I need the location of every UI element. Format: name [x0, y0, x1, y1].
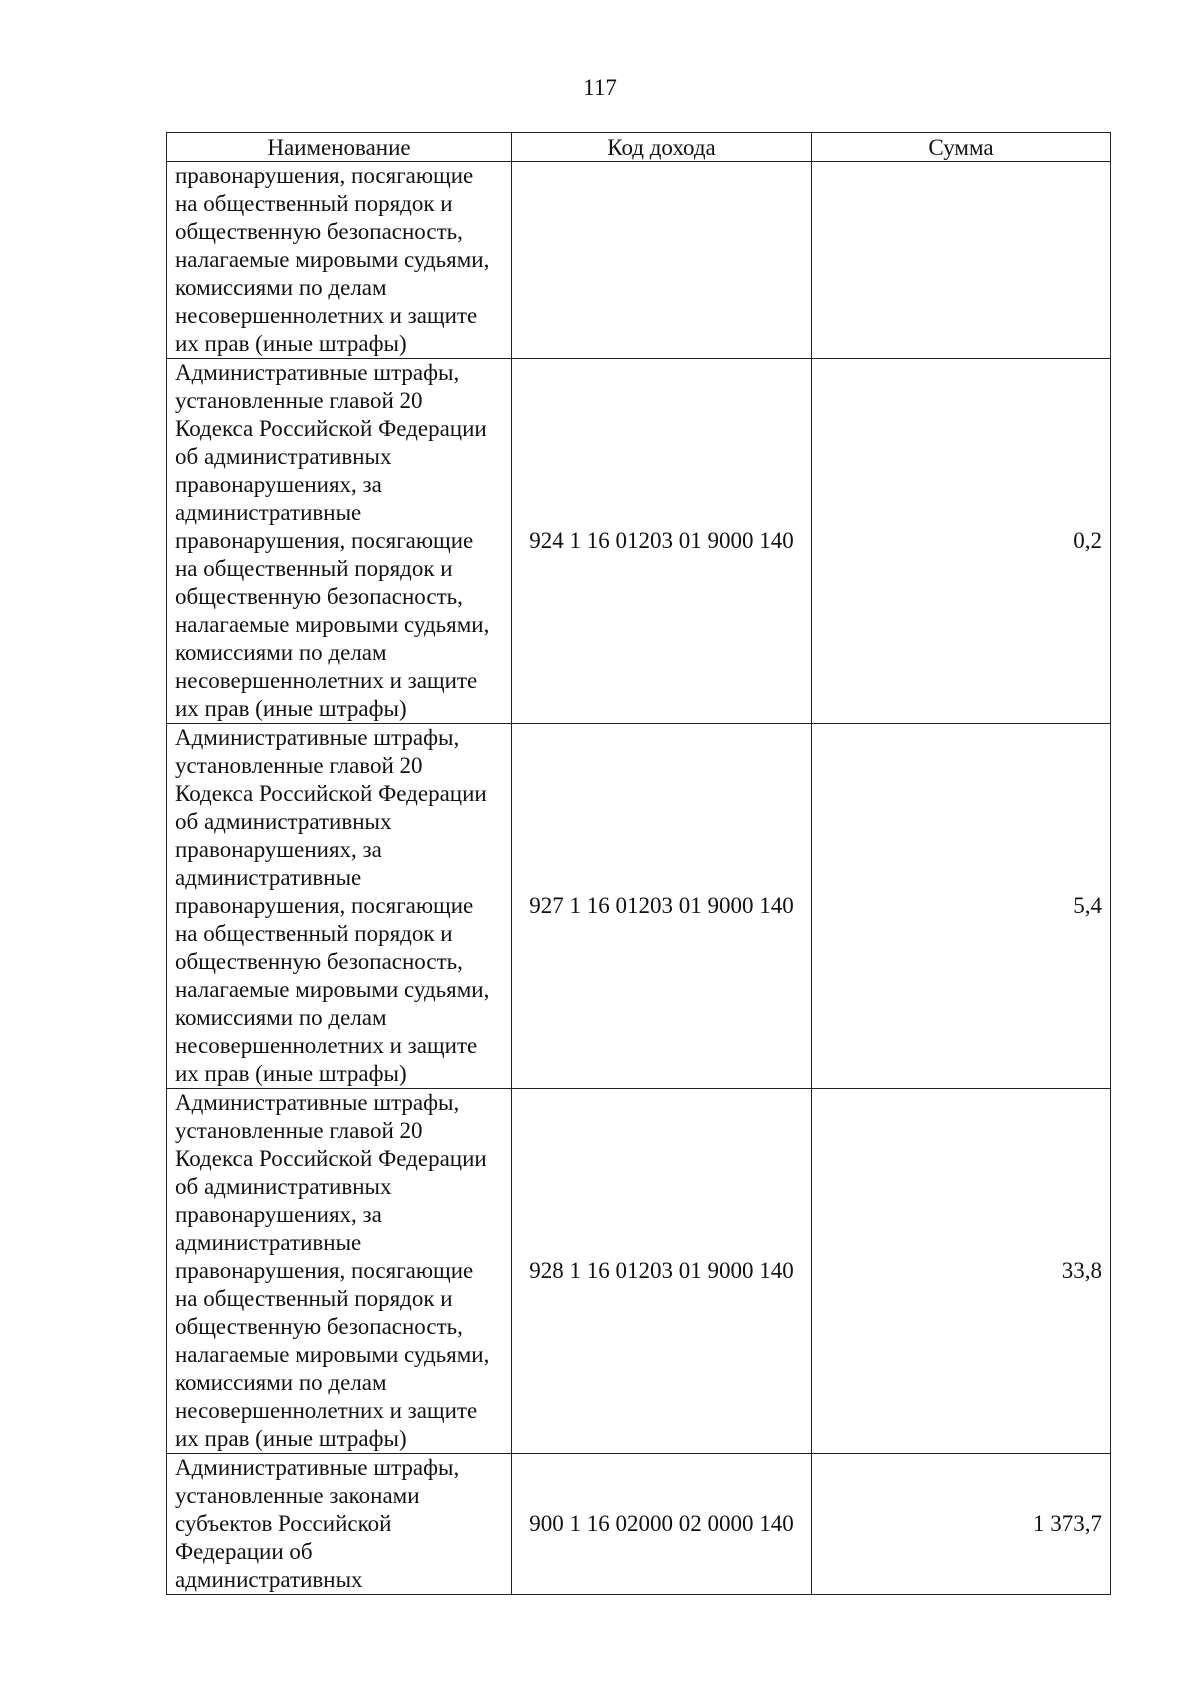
table-row — [167, 162, 1111, 359]
table-header-row — [167, 133, 1111, 162]
column-header-code: Код дохода — [512, 133, 812, 162]
row-sum-cell: 33,8 — [812, 1089, 1111, 1454]
table-row — [167, 1089, 1111, 1454]
table-row — [167, 1454, 1111, 1595]
table-row — [167, 724, 1111, 1089]
row-code-cell: 928 1 16 01203 01 9000 140 — [512, 1089, 812, 1454]
revenue-table — [166, 132, 1111, 1595]
row-name-cell: Административные штрафы, установленные законами субъектов Российской Федерации об административных — [167, 1454, 512, 1595]
table-row — [167, 359, 1111, 724]
column-header-name: Наименование — [167, 133, 512, 162]
row-name-cell: Административные штрафы, установленные главой 20 Кодекса Российской Федерации об административных правонарушениях, за административные правонарушения, посягающие на общественный порядок и общественную безопасность, налагаемые мировыми судьями, комиссиями по делам несовершеннолетних и защите их прав (иные штрафы) — [167, 724, 512, 1089]
row-sum-cell — [812, 162, 1111, 359]
row-code-cell — [512, 162, 812, 359]
row-sum-cell: 1 373,7 — [812, 1454, 1111, 1595]
row-name-cell: Административные штрафы, установленные главой 20 Кодекса Российской Федерации об административных правонарушениях, за административные правонарушения, посягающие на общественный порядок и общественную безопасность, налагаемые мировыми судьями, комиссиями по делам несовершеннолетних и защите их прав (иные штрафы) — [167, 359, 512, 724]
row-name-cell: Административные штрафы, установленные главой 20 Кодекса Российской Федерации об административных правонарушениях, за административные правонарушения, посягающие на общественный порядок и общественную безопасность, налагаемые мировыми судьями, комиссиями по делам несовершеннолетних и защите их прав (иные штрафы) — [167, 1089, 512, 1454]
row-sum-cell: 5,4 — [812, 724, 1111, 1089]
row-code-cell: 900 1 16 02000 02 0000 140 — [512, 1454, 812, 1595]
page-number: 117 — [583, 75, 617, 100]
column-header-sum: Сумма — [812, 133, 1111, 162]
row-sum-cell: 0,2 — [812, 359, 1111, 724]
row-name-cell: правонарушения, посягающие на общественный порядок и общественную безопасность, налагаемые мировыми судьями, комиссиями по делам несовершеннолетних и защите их прав (иные штрафы) — [167, 162, 512, 359]
row-code-cell: 927 1 16 01203 01 9000 140 — [512, 724, 812, 1089]
row-code-cell: 924 1 16 01203 01 9000 140 — [512, 359, 812, 724]
